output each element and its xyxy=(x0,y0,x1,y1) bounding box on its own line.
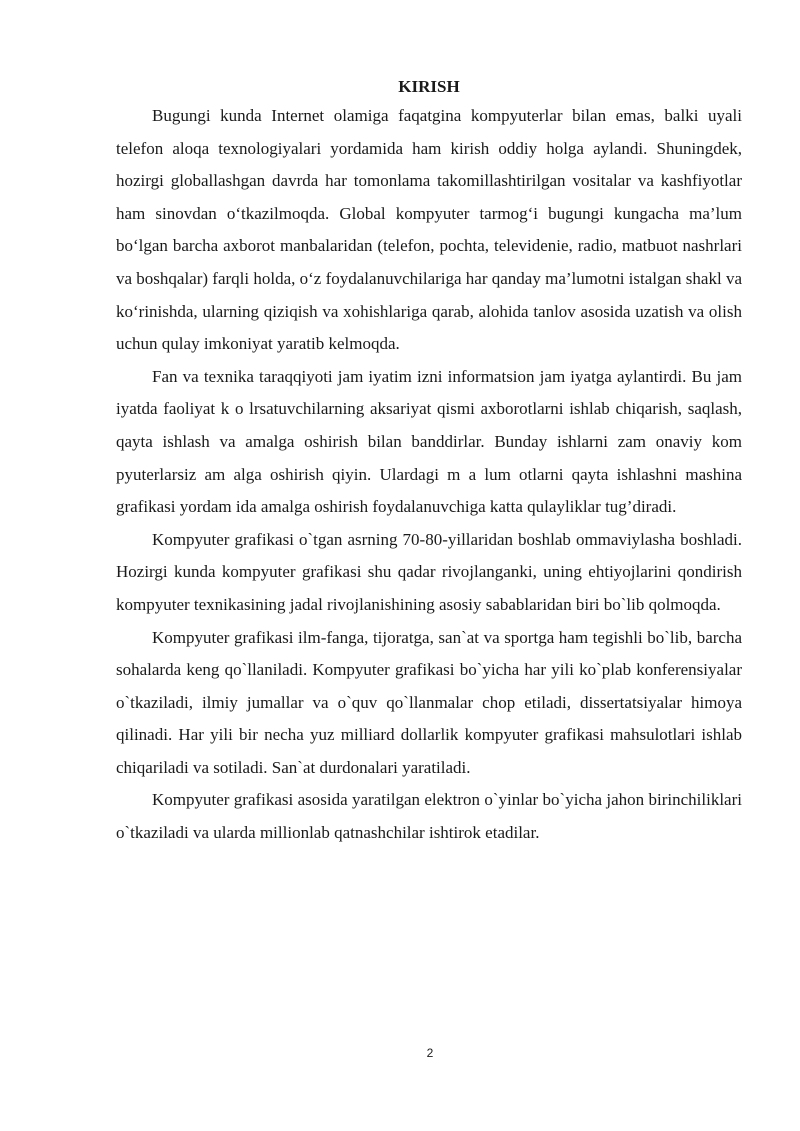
page-number: 2 xyxy=(426,1046,434,1060)
document-page xyxy=(116,76,742,850)
paragraph-5: Kompyuter grafikasi asosida yaratilgan elektron o`yinlar bo`yicha jahon birinchiliklari o`tkaziladi va ularda millionlab qatnashchilar ishtirok etadilar. xyxy=(116,790,742,843)
paragraph-1: Bugungi kunda Internet olamiga faqatgina kompyuterlar bilan emas, balki uyali telefon aloqa texnologiyalari yordamida ham kirish oddiy holga aylandi. Shuningdek, hozirgi globallashgan davrda har tomonlama takomillashtirilgan vositalar va kashfiyotlar ham sinovdan o‘tkazilmoqda. Global kompyuter tarmog‘i bugungi kungacha ma’lum bo‘lgan barcha axborot manbalaridan (telefon, pochta, televidenie, radio, matbuot nashrlari va boshqalar) farqli holda, o‘z foydalanuvchilariga har qanday ma’lumotni istalgan shakl va ko‘rinishda, ularning qiziqish va xohishlariga qarab, alohida tanlov asosida uzatish va olish uchun qulay imkoniyat yaratib kelmoqda. xyxy=(116,106,742,354)
page-title: KIRISH xyxy=(398,77,460,96)
paragraph-4: Kompyuter grafikasi ilm-fanga, tijoratga, san`at va sportga ham tegishli bo`lib, barcha sohalarda keng qo`llaniladi. Kompyuter grafikasi bo`yicha har yili ko`plab konferensiyalar o`tkaziladi, ilmiy jumallar va o`quv qo`llanmalar chop etiladi, dissertatsiyalar himoya qilinadi. Har yili bir necha yuz milliard dollarlik kompyuter grafikasi mahsulotlari ishlab chiqariladi va sotiladi. San`at durdonalari yaratiladi. xyxy=(116,627,742,777)
paragraph-2: Fan va texnika taraqqiyoti jam iyatim izni informatsion jam iyatga aylantirdi. Bu jam iyatda faoliyat k o lrsatuvchilarning aksariyat qismi axborotlarni ishlab chiqarish, saqlash, qayta ishlash va amalga oshirish bilan banddirlar. Bunday ishlarni zam onaviy kom pyuterlarsiz am alga oshirish qiyin. Ulardagi m a lum otlarni qayta ishlashni mashina grafikasi yordam ida amalga oshirish foydalanuvchiga katta qulayliklar tug’diradi. xyxy=(116,366,742,517)
paragraph-3: Kompyuter grafikasi o`tgan asrning 70-80-yillaridan boshlab ommaviylasha boshladi. Hozirgi kunda kompyuter grafikasi shu qadar rivojlanganki, uning ehtiyojlarini qondirish kompyuter texnikasining jadal rivojlanishining asosiy sabablaridan biri bo`lib qolmoqda. xyxy=(116,529,742,614)
